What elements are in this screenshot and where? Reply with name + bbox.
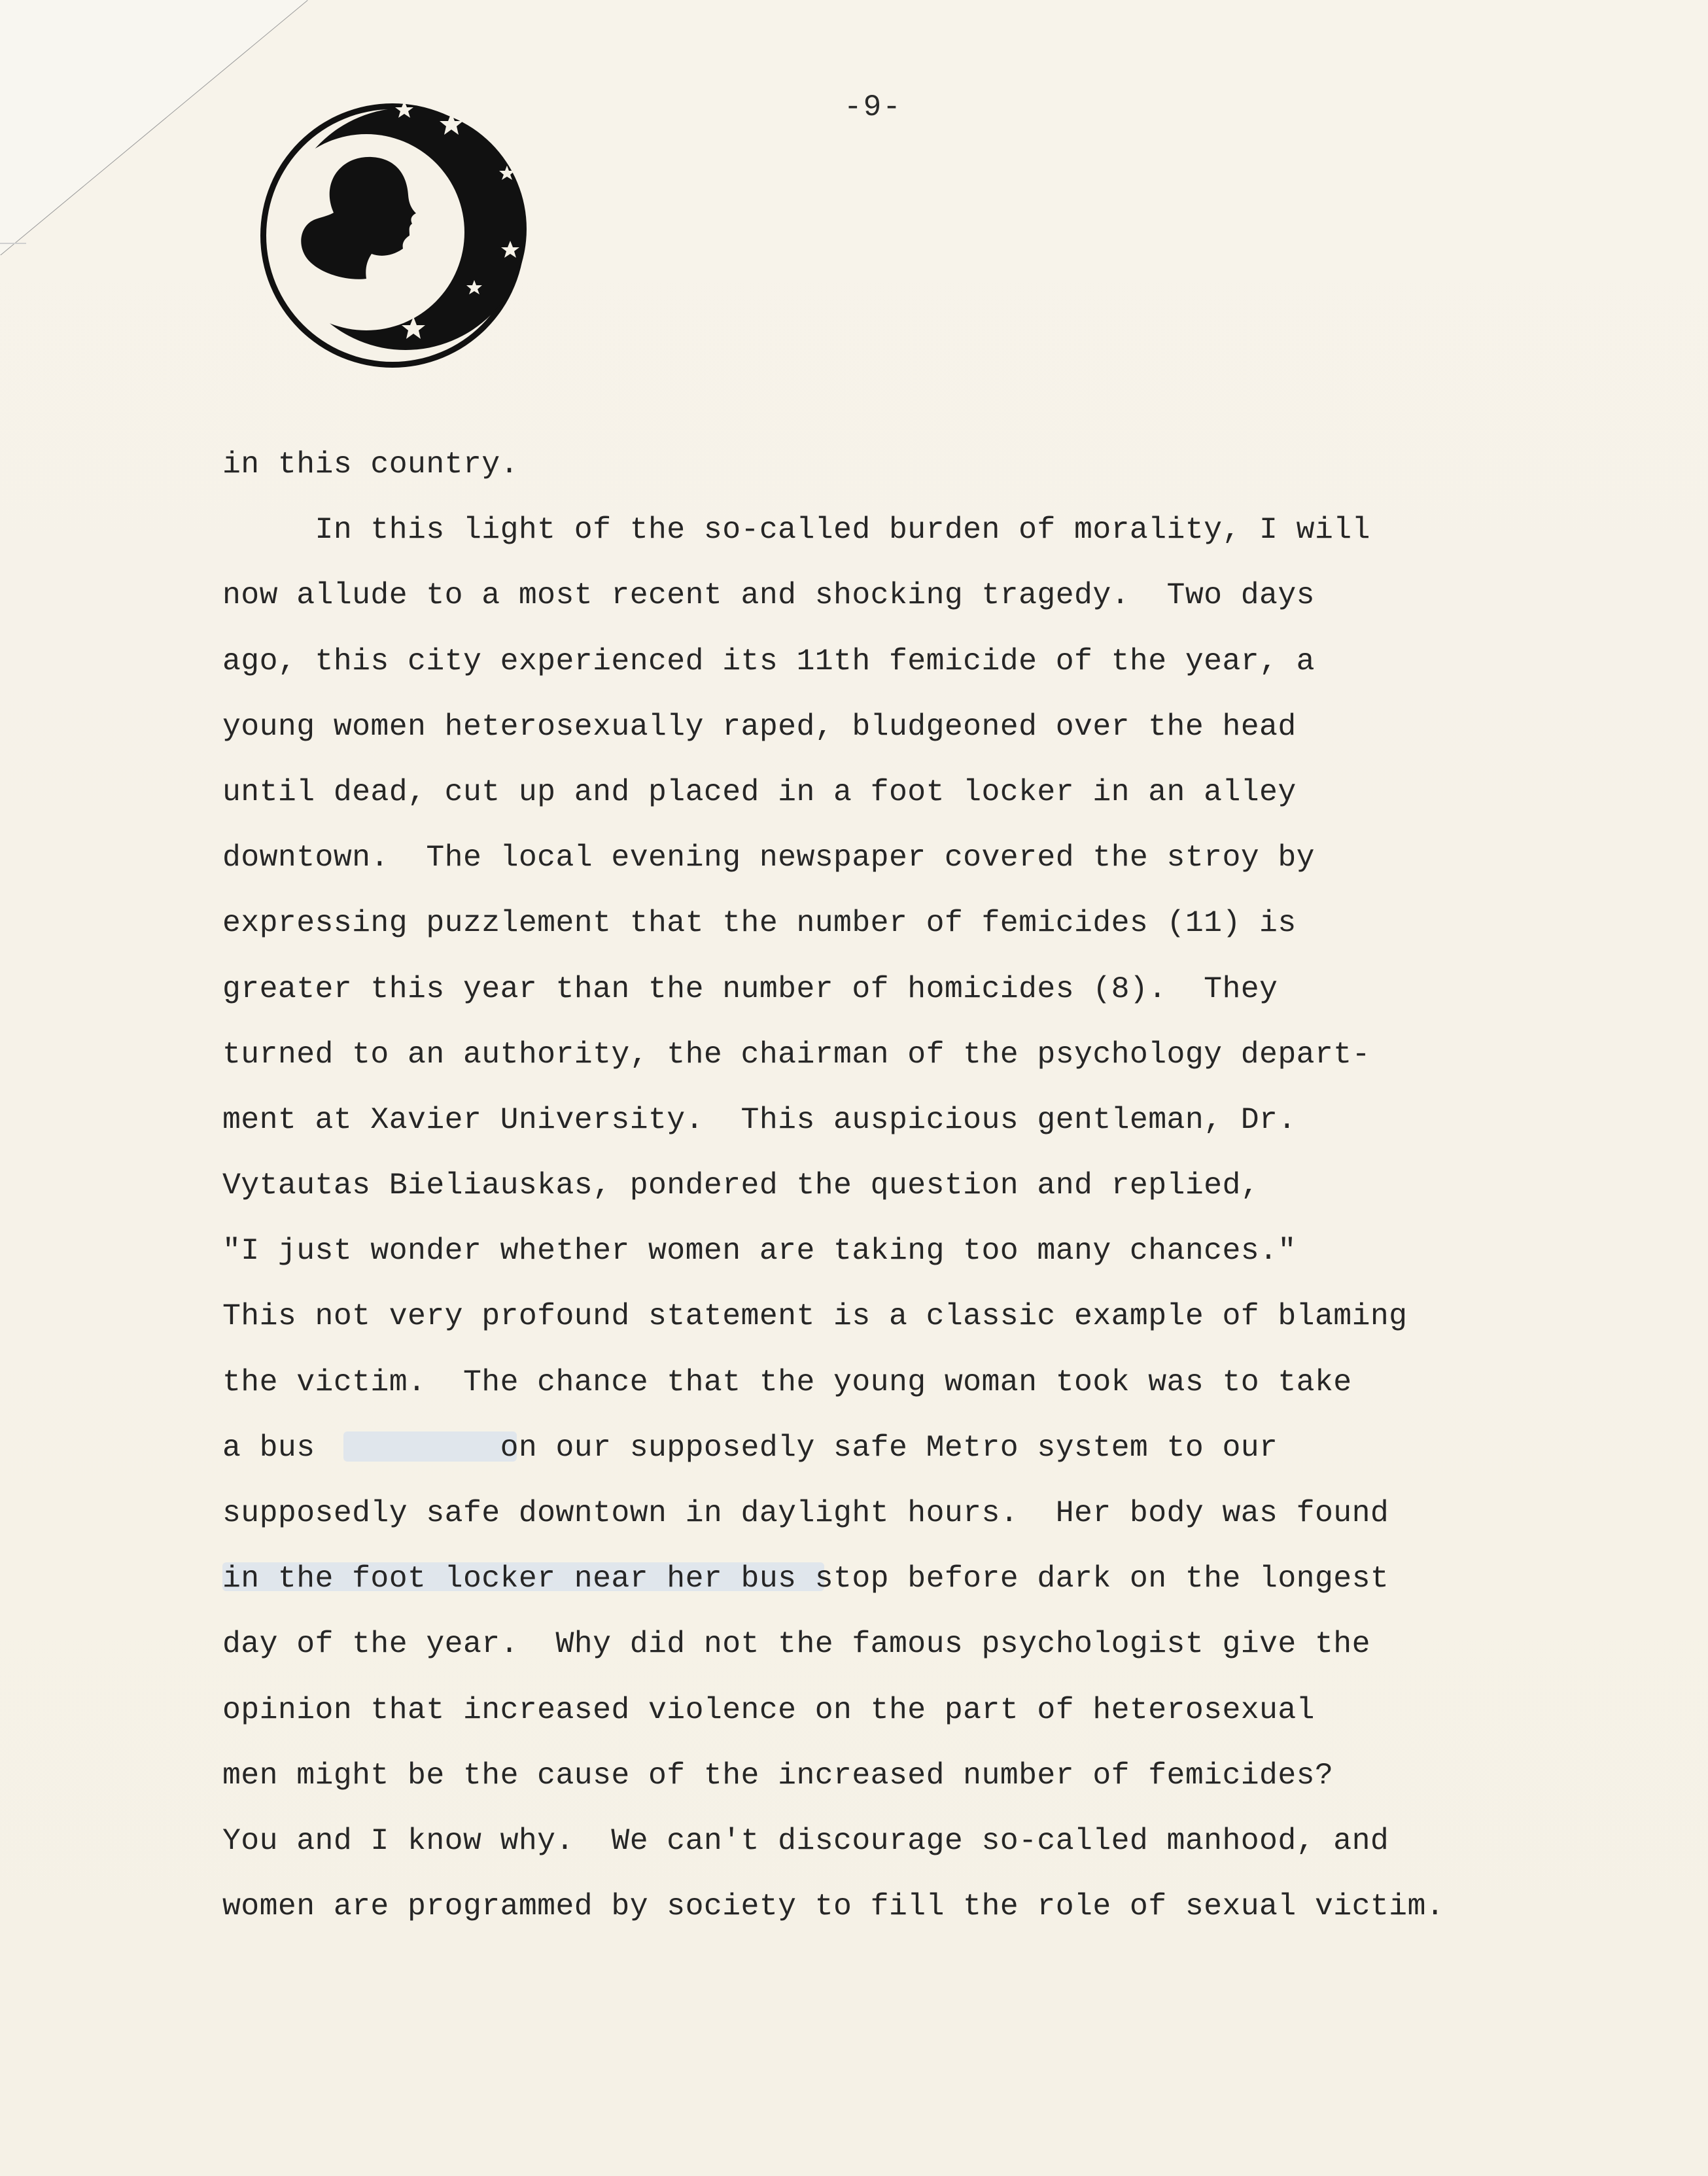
- text-line: now allude to a most recent and shocking tragedy. Two days: [222, 578, 1315, 613]
- text-line: the victim. The chance that the young woman took was to take: [222, 1364, 1352, 1399]
- text-line: greater this year than the number of homicides (8). They: [222, 971, 1278, 1006]
- text-line: in the foot locker near her bus stop before dark on the longest: [222, 1561, 1389, 1596]
- text-line: young women heterosexually raped, bludgeoned over the head: [222, 709, 1297, 744]
- text-line: Vytautas Bieliauskas, pondered the question and replied,: [222, 1168, 1260, 1203]
- text-line: a bus on our supposedly safe Metro system to our: [222, 1430, 1278, 1465]
- body-text: [222, 432, 1531, 1939]
- text-line: downtown. The local evening newspaper covered the stroy by: [222, 840, 1315, 875]
- text-line: "I just wonder whether women are taking too many chances.": [222, 1233, 1297, 1269]
- text-line: in this country.: [222, 447, 519, 482]
- crescent-moon-logo-icon: [242, 98, 543, 373]
- text-line: In this light of the so-called burden of morality, I will: [222, 512, 1370, 548]
- text-line: expressing puzzlement that the number of femicides (11) is: [222, 905, 1297, 941]
- text-line: day of the year. Why did not the famous psychologist give the: [222, 1626, 1370, 1662]
- text-line: until dead, cut up and placed in a foot locker in an alley: [222, 774, 1297, 809]
- text-line: opinion that increased violence on the part of heterosexual: [222, 1692, 1315, 1727]
- page-number: -9-: [844, 90, 902, 124]
- text-line: turned to an authority, the chairman of the psychology depart-: [222, 1036, 1370, 1072]
- text-line: supposedly safe downtown in daylight hours. Her body was found: [222, 1496, 1389, 1530]
- text-line: ment at Xavier University. This auspicious gentleman, Dr.: [222, 1102, 1297, 1137]
- text-line: men might be the cause of the increased number of femicides?: [222, 1757, 1334, 1793]
- text-line: This not very profound statement is a classic example of blaming: [222, 1299, 1408, 1334]
- text-line: You and I know why. We can't discourage so-called manhood, and: [222, 1823, 1389, 1858]
- text-line: women are programmed by society to fill the role of sexual victim.: [222, 1889, 1445, 1924]
- text-line: ago, this city experienced its 11th femicide of the year, a: [222, 643, 1315, 678]
